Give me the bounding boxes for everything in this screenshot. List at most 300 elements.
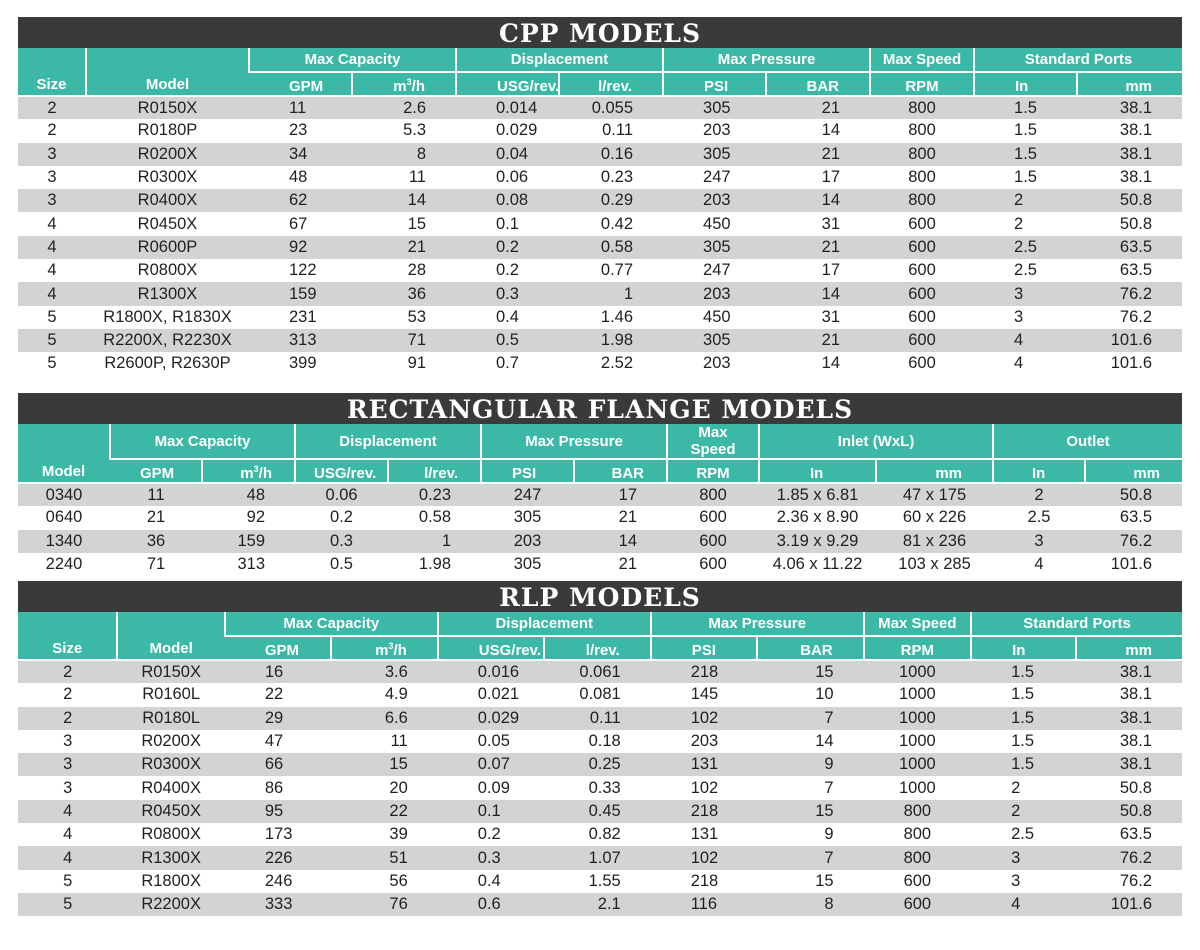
table-cell: 15: [331, 753, 437, 776]
col-header-psi: PSI: [481, 459, 574, 483]
table-cell: 305: [663, 236, 766, 259]
table-cell: 50.8: [1119, 214, 1153, 233]
group-header-max-speed: Max Speed: [870, 48, 974, 72]
rectangular-flange-models-table: [18, 424, 1182, 576]
rectangular-flange-models-section: [18, 393, 1182, 576]
table-cell: 399: [289, 354, 317, 373]
table-cell: 0.4: [477, 871, 501, 890]
table-cell: 60 x 226: [902, 508, 967, 527]
table-cell: 145: [690, 685, 719, 704]
col-header-m3h: $m^3/h$: [202, 459, 295, 483]
table-cell: 1.98: [559, 329, 663, 352]
table-cell: 14: [766, 189, 870, 212]
table-cell: 102: [651, 707, 757, 730]
table-cell: 50.8: [1077, 189, 1182, 212]
table-cell: 0.06: [295, 483, 388, 506]
table-cell: 50.8: [1076, 800, 1183, 823]
table-cell: 3: [18, 189, 86, 212]
table-cell: 4: [971, 893, 1075, 916]
table-row: [18, 189, 1182, 212]
table-cell: 800: [864, 800, 971, 823]
table-cell: 39: [389, 825, 408, 844]
table-cell: 0.42: [600, 214, 634, 233]
table-cell: 218: [651, 660, 757, 683]
table-cell: 203: [481, 530, 574, 553]
table-cell: 38.1: [1077, 96, 1182, 119]
table-cell: 4: [47, 214, 57, 233]
table-cell: R0800X: [137, 261, 198, 280]
table-cell: 28: [407, 261, 426, 280]
table-cell: 0.25: [544, 753, 650, 776]
table-row: [18, 212, 1182, 235]
table-cell: 38.1: [1119, 732, 1152, 751]
table-cell: 1.5: [1014, 168, 1037, 187]
table-cell: 131: [690, 825, 719, 844]
col-header-size: Size: [18, 48, 86, 96]
table-cell: R2200X, R2230X: [86, 329, 249, 352]
table-cell: 1.5: [1014, 121, 1037, 140]
table-cell: 5: [18, 893, 117, 916]
table-cell: 159: [202, 530, 295, 553]
table-cell: 1: [559, 282, 663, 305]
table-cell: 8: [757, 893, 863, 916]
table-cell: 600: [870, 329, 974, 352]
table-cell: 21: [766, 143, 870, 166]
table-cell: 0640: [45, 508, 83, 527]
col-header-outlet-mm: mm: [1085, 459, 1182, 483]
table-cell: 56: [389, 871, 408, 890]
table-cell: 800: [870, 96, 974, 119]
table-cell: R2200X: [117, 893, 224, 916]
table-cell: 600: [699, 555, 727, 574]
table-cell: 600: [870, 236, 974, 259]
table-cell: 14: [766, 282, 870, 305]
group-header-max-capacity: Max Capacity: [249, 48, 456, 72]
table-cell: 21: [766, 96, 870, 119]
table-cell: 2: [1014, 214, 1024, 233]
table-cell: 38.1: [1119, 168, 1153, 187]
col-header-mm: mm: [1077, 72, 1182, 96]
table-cell: 0.16: [559, 143, 663, 166]
rlp-models-title: RLP MODELS: [18, 581, 1182, 612]
table-cell: 231: [289, 307, 317, 326]
group-header-standard-ports: Standard Ports: [971, 612, 1182, 636]
table-cell: R0400X: [141, 778, 201, 797]
rlp-models-section: [18, 581, 1182, 916]
table-cell: 0.2: [330, 508, 353, 527]
col-header-gpm: GPM: [225, 636, 331, 660]
table-row: [18, 329, 1182, 352]
table-cell: R0200X: [141, 732, 201, 751]
table-cell: 600: [667, 530, 759, 553]
table-cell: 3: [971, 846, 1075, 869]
table-cell: 0.3: [456, 282, 559, 305]
table-cell: 600: [870, 282, 974, 305]
table-cell: 101.6: [1076, 893, 1183, 916]
table-cell: 122: [289, 261, 317, 280]
table-cell: 0.33: [588, 778, 621, 797]
table-cell: 800: [908, 121, 936, 140]
table-cell: R0600P: [86, 236, 249, 259]
table-cell: 51: [331, 846, 437, 869]
table-cell: 800: [864, 846, 971, 869]
table-row: [18, 753, 1182, 776]
table-cell: 116: [651, 893, 757, 916]
col-header-rpm: RPM: [870, 72, 974, 96]
col-header-psi: PSI: [651, 636, 757, 660]
table-row: [18, 553, 1182, 576]
table-cell: 2.5: [1014, 261, 1037, 280]
col-header-l-rev: l/rev.: [388, 459, 481, 483]
table-cell: 50.8: [1119, 778, 1152, 797]
table-cell: 67: [289, 214, 308, 233]
table-cell: 203: [663, 282, 766, 305]
table-cell: 38.1: [1119, 121, 1153, 140]
table-cell: 0.11: [544, 707, 650, 730]
table-cell: 1340: [18, 530, 110, 553]
col-header-m3h: $m^3/h$: [352, 72, 456, 96]
table-cell: 14: [815, 732, 834, 751]
table-cell: 2: [18, 96, 86, 119]
table-cell: 0.061: [544, 660, 650, 683]
table-cell: 31: [821, 214, 841, 233]
col-header-model: Model: [86, 48, 249, 96]
table-row: [18, 166, 1182, 189]
cpp-models-table: [18, 48, 1182, 376]
table-cell: 1000: [864, 707, 971, 730]
table-row: [18, 530, 1182, 553]
table-cell: 7: [757, 846, 863, 869]
group-header-max-pressure: Max Pressure: [663, 48, 870, 72]
table-cell: 0.7: [496, 354, 519, 373]
table-cell: 31: [821, 307, 841, 326]
table-cell: 2.1: [544, 893, 650, 916]
col-header-rpm: RPM: [864, 636, 971, 660]
table-cell: 47 x 175: [876, 483, 993, 506]
table-cell: 0.021: [477, 685, 520, 704]
table-cell: 0.2: [496, 261, 519, 280]
table-cell: 10: [815, 685, 834, 704]
table-cell: R0300X: [117, 753, 224, 776]
table-cell: 333: [225, 893, 331, 916]
table-cell: 218: [651, 800, 757, 823]
table-cell: 0.82: [588, 825, 621, 844]
group-header-max-speed: Max Speed: [864, 612, 971, 636]
table-cell: 800: [870, 189, 974, 212]
table-cell: 1.5: [971, 660, 1075, 683]
table-cell: 0.3: [438, 846, 544, 869]
table-cell: 17: [574, 483, 667, 506]
table-cell: 3: [1011, 871, 1021, 890]
table-row: [18, 707, 1182, 730]
col-header-psi: PSI: [663, 72, 766, 96]
table-cell: R1800X, R1830X: [103, 307, 232, 326]
group-header-inlet: Inlet (WxL): [759, 424, 993, 459]
table-cell: 313: [237, 555, 265, 574]
table-cell: R0800X: [141, 825, 201, 844]
table-cell: 2: [18, 707, 117, 730]
table-cell: 1.46: [600, 307, 634, 326]
table-cell: 1.85 x 6.81: [759, 483, 876, 506]
table-cell: 0.5: [456, 329, 559, 352]
table-cell: 15: [407, 214, 426, 233]
table-cell: 76.2: [1076, 846, 1183, 869]
table-cell: 38.1: [1076, 660, 1183, 683]
table-cell: R0450X: [117, 800, 224, 823]
table-cell: 1.5: [1011, 685, 1034, 704]
table-cell: 246: [264, 871, 293, 890]
table-cell: 102: [690, 778, 719, 797]
table-cell: 92: [246, 508, 265, 527]
table-cell: 800: [667, 483, 759, 506]
table-cell: 247: [703, 168, 731, 187]
table-cell: 1000: [898, 732, 936, 751]
cpp-models-section: [18, 17, 1182, 376]
table-cell: 23: [289, 121, 308, 140]
table-cell: R0150X: [117, 660, 224, 683]
table-cell: R0180P: [137, 121, 198, 140]
table-cell: 21: [146, 508, 166, 527]
table-cell: 38.1: [1119, 685, 1152, 704]
table-cell: 0.3: [295, 530, 388, 553]
table-cell: 0.2: [477, 825, 501, 844]
table-cell: 11: [110, 483, 202, 506]
table-cell: 86: [264, 778, 284, 797]
table-cell: 66: [225, 753, 331, 776]
table-cell: 0.1: [496, 214, 519, 233]
table-row: [18, 306, 1182, 329]
table-cell: 36: [352, 282, 456, 305]
table-cell: 101.6: [1110, 354, 1153, 373]
table-cell: 11: [249, 96, 352, 119]
table-cell: 5: [47, 307, 57, 326]
table-cell: 0.029: [438, 707, 544, 730]
table-cell: 63.5: [1119, 508, 1153, 527]
table-cell: R0450X: [137, 214, 198, 233]
col-header-usg-rev: USG/rev.: [438, 636, 544, 660]
table-cell: 4: [1034, 555, 1044, 574]
table-cell: 2: [63, 685, 73, 704]
col-header-model: Model: [117, 612, 224, 660]
table-cell: 14: [821, 354, 841, 373]
table-cell: 3: [974, 282, 1077, 305]
table-row: [18, 352, 1182, 375]
table-cell: 76.2: [1119, 307, 1153, 326]
table-row: [18, 870, 1182, 893]
table-cell: 2: [993, 483, 1085, 506]
table-cell: 600: [864, 893, 971, 916]
table-cell: R0300X: [137, 168, 198, 187]
table-cell: 4.9: [384, 685, 408, 704]
cpp-table-body: [18, 96, 1182, 376]
table-cell: 1.5: [971, 707, 1075, 730]
table-cell: 103 x 285: [898, 555, 971, 574]
table-cell: R0200X: [86, 143, 249, 166]
table-cell: 4: [18, 846, 117, 869]
table-cell: 71: [146, 555, 166, 574]
table-cell: 0.081: [579, 685, 621, 704]
table-cell: 2: [18, 660, 117, 683]
table-row: [18, 119, 1182, 142]
table-cell: 17: [821, 261, 841, 280]
table-cell: 3: [18, 143, 86, 166]
table-cell: 203: [703, 121, 731, 140]
group-header-max-capacity: Max Capacity: [110, 424, 295, 459]
group-header-max-speed: Max Speed: [667, 424, 759, 459]
table-cell: 2.5: [974, 236, 1077, 259]
table-cell: 0.77: [600, 261, 634, 280]
table-cell: 76.2: [1077, 282, 1182, 305]
table-cell: 9: [824, 825, 834, 844]
table-cell: 48: [202, 483, 295, 506]
table-cell: 5.3: [403, 121, 426, 140]
table-cell: 4: [63, 825, 73, 844]
table-cell: 0.29: [559, 189, 663, 212]
table-cell: 1000: [864, 660, 971, 683]
group-header-max-pressure: Max Pressure: [651, 612, 864, 636]
table-cell: 5: [47, 354, 57, 373]
col-header-l-rev: l/rev.: [544, 636, 650, 660]
table-cell: 11: [390, 732, 408, 751]
table-cell: 450: [703, 307, 731, 326]
table-cell: 3: [1014, 307, 1024, 326]
table-cell: 600: [908, 261, 936, 280]
table-cell: 247: [481, 483, 574, 506]
col-header-mm: mm: [1076, 636, 1183, 660]
table-cell: 3: [47, 168, 57, 187]
col-header-in: In: [971, 636, 1075, 660]
table-cell: 9: [757, 753, 863, 776]
table-cell: 0340: [18, 483, 110, 506]
table-cell: 4: [1014, 354, 1024, 373]
col-header-inlet-in: In: [759, 459, 876, 483]
col-header-bar: BAR: [766, 72, 870, 96]
table-cell: 0.6: [438, 893, 544, 916]
table-cell: 76: [331, 893, 437, 916]
table-row: [18, 483, 1182, 506]
table-cell: 203: [663, 189, 766, 212]
col-header-rpm: RPM: [667, 459, 759, 483]
table-cell: 11: [408, 168, 426, 187]
table-cell: 600: [699, 508, 727, 527]
table-cell: 15: [815, 871, 834, 890]
table-cell: 2: [47, 121, 57, 140]
table-cell: 203: [690, 732, 719, 751]
table-cell: 14: [574, 530, 667, 553]
table-cell: 2.52: [600, 354, 634, 373]
table-cell: 15: [757, 800, 863, 823]
group-header-standard-ports: Standard Ports: [974, 48, 1182, 72]
col-header-bar: BAR: [757, 636, 863, 660]
table-cell: 81 x 236: [876, 530, 993, 553]
table-cell: 800: [908, 168, 936, 187]
table-cell: 1.5: [971, 753, 1075, 776]
col-header-model: Model: [18, 424, 110, 483]
table-cell: 800: [903, 825, 932, 844]
table-cell: 62: [249, 189, 352, 212]
table-cell: 2: [974, 189, 1077, 212]
table-cell: 38.1: [1076, 753, 1183, 776]
table-cell: 4: [18, 282, 86, 305]
table-cell: 3: [993, 530, 1085, 553]
table-cell: 305: [513, 555, 542, 574]
table-row: [18, 259, 1182, 282]
group-header-displacement: Displacement: [295, 424, 481, 459]
table-cell: 91: [407, 354, 426, 373]
table-cell: 3: [18, 753, 117, 776]
table-cell: 2.5: [1027, 508, 1051, 527]
table-cell: 53: [407, 307, 426, 326]
table-cell: 0.23: [388, 483, 481, 506]
table-cell: 21: [618, 508, 638, 527]
table-cell: 313: [249, 329, 352, 352]
table-cell: 0.06: [496, 168, 529, 187]
table-cell: 1000: [864, 753, 971, 776]
table-cell: 21: [352, 236, 456, 259]
table-cell: 4: [47, 261, 57, 280]
table-cell: 1.07: [544, 846, 650, 869]
table-cell: 76.2: [1119, 871, 1152, 890]
table-cell: 14: [352, 189, 456, 212]
table-cell: 305: [663, 143, 766, 166]
table-cell: 1.5: [974, 143, 1077, 166]
col-header-m3h: $m^3/h$: [331, 636, 437, 660]
table-cell: 0.2: [456, 236, 559, 259]
table-cell: 600: [903, 871, 932, 890]
table-cell: 247: [703, 261, 731, 280]
table-cell: 0.23: [600, 168, 634, 187]
table-cell: 20: [389, 778, 408, 797]
table-cell: 8: [352, 143, 456, 166]
table-cell: 15: [757, 660, 863, 683]
table-row: [18, 143, 1182, 166]
table-cell: R1800X: [141, 871, 201, 890]
table-cell: 1000: [898, 685, 936, 704]
group-header-displacement: Displacement: [438, 612, 651, 636]
table-cell: 0.58: [418, 508, 452, 527]
table-cell: 0.11: [602, 121, 634, 140]
table-cell: 50.8: [1085, 483, 1182, 506]
table-cell: 0.016: [438, 660, 544, 683]
group-header-displacement: Displacement: [456, 48, 663, 72]
table-cell: 38.1: [1077, 143, 1182, 166]
table-cell: R0400X: [86, 189, 249, 212]
table-cell: 2: [971, 800, 1075, 823]
table-cell: 76.2: [1085, 530, 1182, 553]
table-row: [18, 683, 1182, 706]
table-cell: 17: [821, 168, 841, 187]
table-cell: 63.5: [1119, 825, 1152, 844]
table-cell: R0150X: [86, 96, 249, 119]
cpp-models-title: CPP MODELS: [18, 17, 1182, 48]
table-cell: 0.07: [438, 753, 544, 776]
table-cell: 0.029: [496, 121, 538, 140]
col-header-gpm: GPM: [110, 459, 202, 483]
table-cell: 2240: [45, 555, 83, 574]
table-row: [18, 506, 1182, 529]
table-cell: 1.5: [1011, 732, 1034, 751]
table-cell: 47: [264, 732, 284, 751]
table-cell: 63.5: [1119, 261, 1153, 280]
table-cell: 4: [974, 329, 1077, 352]
table-cell: 0.1: [438, 800, 544, 823]
table-cell: 7: [824, 778, 834, 797]
table-row: [18, 893, 1182, 916]
table-row: [18, 800, 1182, 823]
table-cell: 4.06 x 11.22: [772, 555, 863, 574]
table-cell: 36: [110, 530, 202, 553]
col-header-gpm: GPM: [249, 72, 352, 96]
